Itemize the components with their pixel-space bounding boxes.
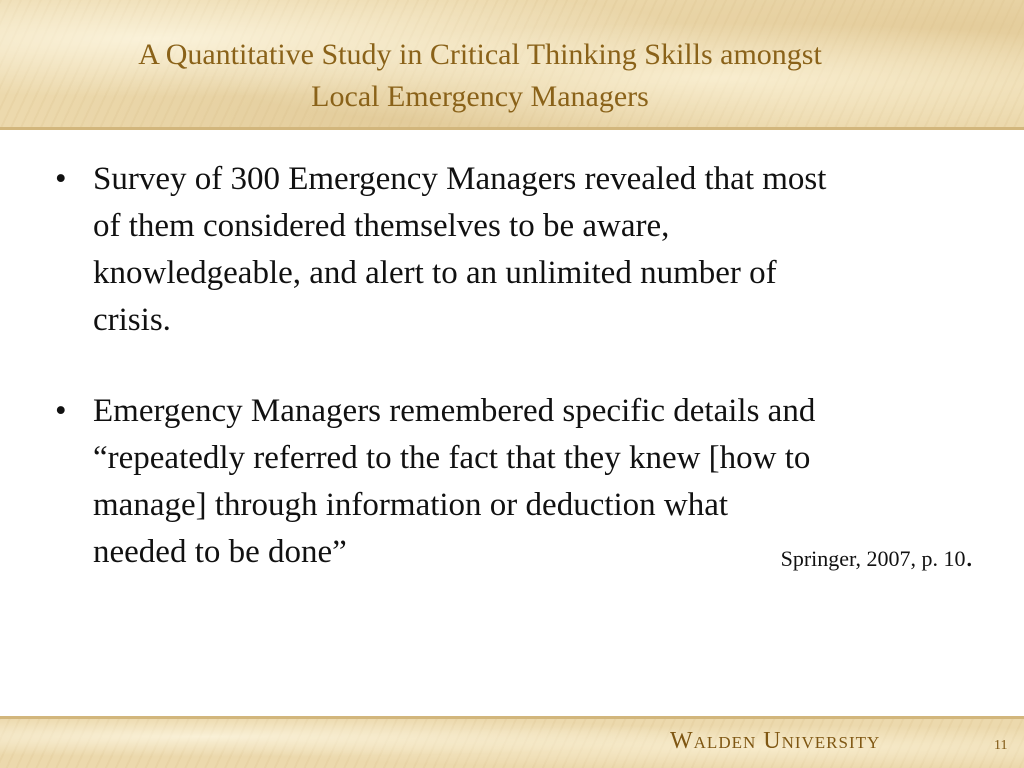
bullet-line: of them considered themselves to be aware, bbox=[93, 208, 670, 244]
footer-divider bbox=[0, 716, 1024, 719]
bullet-line: Survey of 300 Emergency Managers revealed that most bbox=[93, 161, 827, 197]
bullet-line-with-citation bbox=[93, 529, 995, 576]
footer-band bbox=[0, 716, 1024, 768]
walden-university-logo: Walden University bbox=[670, 728, 881, 754]
slide-body bbox=[55, 156, 995, 620]
bullet-line: crisis. bbox=[93, 302, 171, 338]
bullet-line: “repeatedly referred to the fact that they knew [how to bbox=[93, 440, 811, 476]
header-divider bbox=[0, 127, 1024, 130]
slide-title-line-2: Local Emergency Managers bbox=[311, 80, 649, 113]
bullet-item-1 bbox=[55, 156, 995, 344]
bullet-item-2 bbox=[55, 388, 995, 576]
citation-text: Springer, 2007, p. 10 bbox=[780, 546, 966, 571]
slide-title-line-1: A Quantitative Study in Critical Thinking Skills amongst bbox=[138, 38, 822, 71]
bullet-line: Emergency Managers remembered specific details and bbox=[93, 393, 816, 429]
bullet-marker: • bbox=[55, 161, 67, 197]
page-number: 11 bbox=[994, 738, 1008, 753]
bullet-line: manage] through information or deduction what bbox=[93, 487, 729, 523]
bullet-line: knowledgeable, and alert to an unlimited number of bbox=[93, 255, 777, 291]
slide-title bbox=[0, 34, 960, 118]
citation-period: . bbox=[965, 540, 973, 573]
bullet-marker: • bbox=[55, 393, 67, 429]
header-band bbox=[0, 0, 1024, 130]
citation bbox=[781, 542, 973, 574]
bullet-line: needed to be done” bbox=[93, 534, 347, 570]
